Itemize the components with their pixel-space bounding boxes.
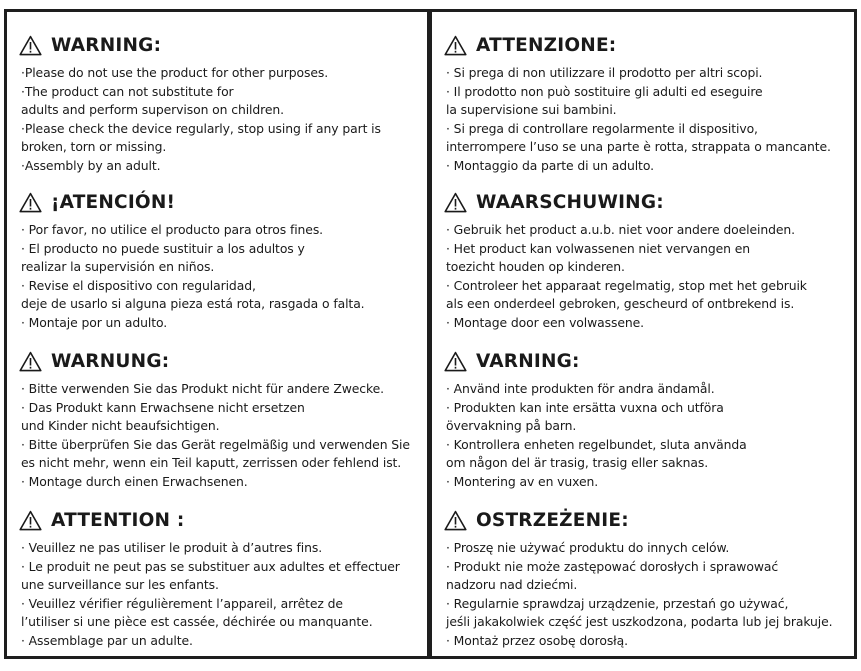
section-heading — [19, 189, 175, 215]
warning-triangle-icon — [19, 35, 42, 56]
warning-line: om någon del är trasig, trasig eller saknas. — [446, 455, 709, 470]
warning-line: · Produkten kan inte ersätta vuxna och utföra — [446, 399, 724, 415]
warning-line: · Si prega di controllare regolarmente il dispositivo, — [446, 120, 758, 136]
warning-line: adults and perform supervison on children. — [21, 102, 284, 117]
warning-line: interrompere l’uso se una parte è rotta, strappata o mancante. — [446, 139, 831, 154]
warning-line: · Het product kan volwassenen niet vervangen en — [446, 240, 751, 256]
warning-lines — [21, 380, 421, 491]
warning-line: · Gebruik het product a.u.b. niet voor andere doeleinden. — [446, 222, 795, 237]
warning-line: · Veuillez ne pas utiliser le produit à d’autres fins. — [21, 540, 323, 555]
warning-lines — [21, 539, 421, 650]
warning-line: · Använd inte produkten för andra ändamål. — [446, 381, 715, 396]
warning-line: · Bitte verwenden Sie das Produkt nicht für andere Zwecke. — [21, 381, 384, 396]
warning-line: · El producto no puede sustituir a los adultos y — [21, 240, 305, 256]
warning-line: une surveillance sur les enfants. — [21, 577, 219, 592]
warning-line: la supervisione sui bambini. — [446, 102, 617, 117]
warning-lines — [446, 221, 848, 332]
warning-triangle-icon — [444, 192, 467, 213]
warning-line: ·Assembly by an adult. — [21, 157, 161, 173]
warning-lines — [21, 221, 421, 332]
warning-line: · Por favor, no utilice el producto para otros fines. — [21, 222, 324, 237]
warning-line: · Montaż przez osobę dorosłą. — [446, 632, 628, 648]
warning-lines — [446, 380, 848, 491]
warning-line: als een onderdeel gebroken, gescheurd of ontbrekend is. — [446, 296, 795, 311]
warning-line: ·The product can not substitute for — [21, 83, 234, 99]
heading-text: ATTENTION : — [51, 509, 185, 531]
warning-line: · Montaggio da parte di un adulto. — [446, 157, 654, 173]
warning-line: · Veuillez vérifier régulièrement l’appareil, arrêtez de — [21, 595, 343, 611]
warning-line: · Montering av en vuxen. — [446, 473, 599, 489]
warning-triangle-icon — [19, 351, 42, 372]
heading-text: WARNING: — [51, 34, 162, 56]
warning-line: · Si prega di non utilizzare il prodotto per altri scopi. — [446, 65, 763, 80]
warning-line: · Montage durch einen Erwachsenen. — [21, 473, 248, 489]
warning-line: · Montaje por un adulto. — [21, 314, 168, 330]
section-heading — [19, 32, 161, 58]
left-warning-panel — [4, 9, 430, 659]
warning-line: ·Please do not use the product for other purposes. — [21, 65, 329, 80]
heading-text: WARNUNG: — [51, 350, 170, 372]
section-heading — [444, 348, 580, 374]
warning-triangle-icon — [444, 35, 467, 56]
warning-line: · Proszę nie używać produktu do innych celów. — [446, 540, 730, 555]
heading-text: OSTRZEŻENIE: — [476, 509, 629, 531]
warning-line: · Produkt nie może zastępować dorosłych i sprawować — [446, 558, 779, 574]
warning-line: nadzoru nad dziećmi. — [446, 577, 578, 592]
heading-text: ATTENZIONE: — [476, 34, 617, 56]
warning-line: l’utiliser si une pièce est cassée, déchirée ou manquante. — [21, 614, 373, 629]
warning-triangle-icon — [444, 351, 467, 372]
section-heading — [444, 189, 664, 215]
warning-triangle-icon — [19, 510, 42, 531]
heading-text: WAARSCHUWING: — [476, 191, 664, 213]
warning-line: broken, torn or missing. — [21, 139, 167, 154]
heading-text: ¡ATENCIÓN! — [51, 191, 176, 213]
warning-triangle-icon — [444, 510, 467, 531]
warning-lines — [446, 64, 848, 175]
section-heading — [444, 507, 629, 533]
warning-line: toezicht houden op kinderen. — [446, 259, 625, 274]
warning-line: · Montage door een volwassene. — [446, 314, 645, 330]
warning-line: realizar la supervisión en niños. — [21, 259, 215, 274]
warning-lines — [446, 539, 848, 650]
section-heading — [19, 348, 169, 374]
warning-line: · Das Produkt kann Erwachsene nicht ersetzen — [21, 399, 305, 415]
heading-text: VARNING: — [476, 350, 580, 372]
warning-line: · Le produit ne peut pas se substituer aux adultes et effectuer — [21, 558, 400, 574]
warning-line: und Kinder nicht beaufsichtigen. — [21, 418, 220, 433]
warning-line: es nicht mehr, wenn ein Teil kaputt, zerrissen oder fehlend ist. — [21, 455, 402, 470]
warning-line: · Controleer het apparaat regelmatig, stop met het gebruik — [446, 277, 807, 293]
warning-line: · Bitte überprüfen Sie das Gerät regelmäßig und verwenden Sie — [21, 436, 410, 452]
warning-triangle-icon — [19, 192, 42, 213]
warning-line: · Il prodotto non può sostituire gli adulti ed eseguire — [446, 83, 763, 99]
warning-line: · Assemblage par un adulte. — [21, 632, 193, 648]
warning-lines — [21, 64, 421, 175]
section-heading — [444, 32, 616, 58]
warning-line: deje de usarlo si alguna pieza está rota, rasgada o falta. — [21, 296, 365, 311]
section-heading — [19, 507, 184, 533]
warning-line: · Revise el dispositivo con regularidad, — [21, 277, 256, 293]
warning-line: · Regularnie sprawdzaj urządzenie, przestań go używać, — [446, 595, 789, 611]
warning-line: ·Please check the device regularly, stop using if any part is — [21, 120, 381, 136]
warning-line: jeśli jakakolwiek część jest uszkodzona, podarta lub jej brakuje. — [446, 614, 833, 629]
warning-line: · Kontrollera enheten regelbundet, sluta använda — [446, 436, 747, 452]
right-warning-panel — [429, 9, 857, 659]
warning-line: övervakning på barn. — [446, 418, 577, 433]
